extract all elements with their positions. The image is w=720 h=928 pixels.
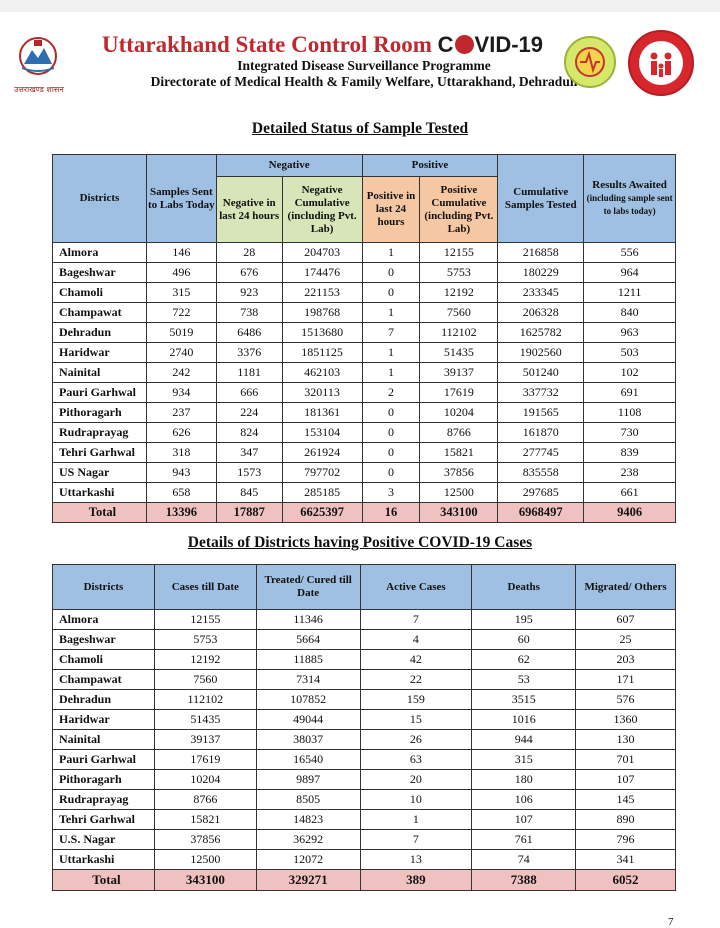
district-name: Pauri Garhwal — [53, 750, 155, 770]
table-cell: 1625782 — [498, 323, 584, 343]
header-samples-today: Samples Sent to Labs Today — [146, 155, 216, 243]
table-cell: 242 — [146, 363, 216, 383]
table-cell: 923 — [216, 283, 282, 303]
table-cell: 576 — [576, 690, 676, 710]
table-cell: 159 — [360, 690, 472, 710]
table-cell: 15821 — [420, 443, 498, 463]
table-cell: 11885 — [256, 650, 360, 670]
table-cell: 62 — [472, 650, 576, 670]
table-cell: 320113 — [282, 383, 362, 403]
table-cell: 1 — [362, 343, 420, 363]
table-cell: 216858 — [498, 243, 584, 263]
table-cell: 146 — [146, 243, 216, 263]
table-cell: 5664 — [256, 630, 360, 650]
table-cell: 462103 — [282, 363, 362, 383]
table-cell: 15821 — [154, 810, 256, 830]
table-cell: 112102 — [154, 690, 256, 710]
district-name: Pithoragarh — [53, 770, 155, 790]
table-cell: 964 — [584, 263, 676, 283]
table-cell: 3376 — [216, 343, 282, 363]
table-cell: 1 — [362, 243, 420, 263]
page-number: 7 — [668, 916, 674, 928]
table-cell: 74 — [472, 850, 576, 870]
table-cell: 315 — [146, 283, 216, 303]
table-cell: 106 — [472, 790, 576, 810]
table1-title: Detailed Status of Sample Tested — [251, 120, 469, 137]
table-cell: 1211 — [584, 283, 676, 303]
positive-cases-table — [52, 564, 676, 891]
logo-caption: उत्तराखण्ड शासन — [14, 85, 64, 94]
table-row — [53, 810, 676, 830]
table-row — [53, 403, 676, 423]
district-name: Bageshwar — [53, 630, 155, 650]
table-cell: 15 — [360, 710, 472, 730]
table-cell: 7560 — [420, 303, 498, 323]
district-name: Tehri Garhwal — [53, 443, 147, 463]
table-cell: 36292 — [256, 830, 360, 850]
district-name: Dehradun — [53, 323, 147, 343]
district-name: Rudraprayag — [53, 423, 147, 443]
district-name: Chamoli — [53, 650, 155, 670]
table-cell: 1573 — [216, 463, 282, 483]
header-negative-24h: Negative in last 24 hours — [216, 177, 282, 243]
table-cell: 1 — [360, 810, 472, 830]
sample-status-rows — [53, 243, 676, 523]
table-cell: 180 — [472, 770, 576, 790]
column-header: Migrated/ Others — [576, 565, 676, 610]
table-cell: 730 — [584, 423, 676, 443]
table-cell: 10204 — [154, 770, 256, 790]
table2-title: Details of Districts having Positive COVID-19 Cases — [187, 534, 533, 551]
table-cell: 51435 — [420, 343, 498, 363]
table-cell: 1 — [362, 303, 420, 323]
table-cell: 503 — [584, 343, 676, 363]
district-name: Total — [53, 503, 147, 523]
table-cell: 2740 — [146, 343, 216, 363]
title-text: Uttarakhand State Control Room — [102, 32, 432, 57]
district-name: Nainital — [53, 363, 147, 383]
table-cell: 1513680 — [282, 323, 362, 343]
table-row — [53, 263, 676, 283]
district-name: Almora — [53, 610, 155, 630]
header-negative-group: Negative — [216, 155, 362, 177]
table-cell: 224 — [216, 403, 282, 423]
table-row — [53, 670, 676, 690]
table-cell: 0 — [362, 463, 420, 483]
table-cell: 12192 — [154, 650, 256, 670]
top-strip — [0, 0, 720, 12]
table-cell: 329271 — [256, 870, 360, 891]
table-row — [53, 830, 676, 850]
table-cell: 4 — [360, 630, 472, 650]
virus-icon — [455, 35, 474, 54]
table-cell: 2 — [362, 383, 420, 403]
table-cell: 51435 — [154, 710, 256, 730]
page-title — [102, 32, 543, 58]
table-cell: 5019 — [146, 323, 216, 343]
district-name: Uttarkashi — [53, 850, 155, 870]
table-cell: 0 — [362, 443, 420, 463]
column-header: Cases till Date — [154, 565, 256, 610]
table-cell: 130 — [576, 730, 676, 750]
table-cell: 233345 — [498, 283, 584, 303]
table-cell: 738 — [216, 303, 282, 323]
table-row — [53, 710, 676, 730]
table-row — [53, 323, 676, 343]
table-cell: 0 — [362, 283, 420, 303]
table-cell: 7 — [362, 323, 420, 343]
table-cell: 943 — [146, 463, 216, 483]
district-name: Total — [53, 870, 155, 891]
table-cell: 221153 — [282, 283, 362, 303]
district-name: Tehri Garhwal — [53, 810, 155, 830]
table-cell: 1902560 — [498, 343, 584, 363]
table-cell: 6968497 — [498, 503, 584, 523]
header-districts: Districts — [53, 155, 147, 243]
table-cell: 658 — [146, 483, 216, 503]
table-cell: 7314 — [256, 670, 360, 690]
table-cell: 343100 — [420, 503, 498, 523]
district-name: Pauri Garhwal — [53, 383, 147, 403]
table-cell: 7 — [360, 830, 472, 850]
header-positive-group: Positive — [362, 155, 498, 177]
table-cell: 237 — [146, 403, 216, 423]
table-cell: 37856 — [154, 830, 256, 850]
table-row — [53, 650, 676, 670]
subtitle-directorate: Directorate of Medical Health & Family Welfare, Uttarakhand, Dehradun — [150, 74, 578, 89]
idsp-logo-icon — [564, 36, 616, 88]
column-header: Deaths — [472, 565, 576, 610]
district-name: Bageshwar — [53, 263, 147, 283]
table-row — [53, 770, 676, 790]
table-row — [53, 443, 676, 463]
table-cell: 666 — [216, 383, 282, 403]
table-cell: 191565 — [498, 403, 584, 423]
table-cell: 839 — [584, 443, 676, 463]
table-cell: 701 — [576, 750, 676, 770]
table-cell: 297685 — [498, 483, 584, 503]
table-row — [53, 850, 676, 870]
header-cumulative-samples: Cumulative Samples Tested — [498, 155, 584, 243]
table-cell: 11346 — [256, 610, 360, 630]
table-cell: 63 — [360, 750, 472, 770]
district-name: U.S. Nagar — [53, 830, 155, 850]
table-cell: 107 — [472, 810, 576, 830]
table-cell: 845 — [216, 483, 282, 503]
header-results-awaited: Results Awaited (including sample sent to labs today) — [584, 155, 676, 243]
table-row — [53, 363, 676, 383]
header-positive-cumulative: Positive Cumulative (including Pvt. Lab) — [420, 177, 498, 243]
table-cell: 161870 — [498, 423, 584, 443]
table-cell: 12500 — [420, 483, 498, 503]
table-row — [53, 383, 676, 403]
table-cell: 195 — [472, 610, 576, 630]
district-name: Rudraprayag — [53, 790, 155, 810]
table-cell: 315 — [472, 750, 576, 770]
table-cell: 16540 — [256, 750, 360, 770]
table-cell: 26 — [360, 730, 472, 750]
header-negative-cumulative: Negative Cumulative (including Pvt. Lab) — [282, 177, 362, 243]
table-cell: 0 — [362, 403, 420, 423]
table-cell: 7560 — [154, 670, 256, 690]
table-cell: 341 — [576, 850, 676, 870]
column-header: Active Cases — [360, 565, 472, 610]
page-header — [0, 12, 720, 120]
table-cell: 3515 — [472, 690, 576, 710]
district-name: Pithoragarh — [53, 403, 147, 423]
table-cell: 198768 — [282, 303, 362, 323]
sample-status-table — [52, 154, 676, 523]
district-name: Almora — [53, 243, 147, 263]
table-cell: 112102 — [420, 323, 498, 343]
district-name: Champawat — [53, 303, 147, 323]
district-name: Uttarkashi — [53, 483, 147, 503]
table-cell: 203 — [576, 650, 676, 670]
table-cell: 496 — [146, 263, 216, 283]
table-cell: 181361 — [282, 403, 362, 423]
table-cell: 963 — [584, 323, 676, 343]
table-cell: 1016 — [472, 710, 576, 730]
total-row — [53, 870, 676, 891]
table-cell: 797702 — [282, 463, 362, 483]
table-cell: 153104 — [282, 423, 362, 443]
table-cell: 8766 — [154, 790, 256, 810]
subtitle-programme: Integrated Disease Surveillance Programme — [237, 58, 491, 73]
table-cell: 337732 — [498, 383, 584, 403]
table-cell: 17619 — [154, 750, 256, 770]
table-cell: 934 — [146, 383, 216, 403]
district-name: US Nagar — [53, 463, 147, 483]
table-cell: 37856 — [420, 463, 498, 483]
table-cell: 10 — [360, 790, 472, 810]
table-row — [53, 630, 676, 650]
table-cell: 761 — [472, 830, 576, 850]
table-cell: 796 — [576, 830, 676, 850]
table-cell: 626 — [146, 423, 216, 443]
table-cell: 3 — [362, 483, 420, 503]
table-cell: 277745 — [498, 443, 584, 463]
table-cell: 9406 — [584, 503, 676, 523]
table-cell: 14823 — [256, 810, 360, 830]
table-row — [53, 343, 676, 363]
table-cell: 39137 — [420, 363, 498, 383]
table-cell: 1108 — [584, 403, 676, 423]
column-header: Districts — [53, 565, 155, 610]
table-cell: 60 — [472, 630, 576, 650]
district-name: Haridwar — [53, 343, 147, 363]
table-row — [53, 463, 676, 483]
table-row — [53, 483, 676, 503]
table-cell: 676 — [216, 263, 282, 283]
district-name: Dehradun — [53, 690, 155, 710]
table-cell: 238 — [584, 463, 676, 483]
total-row — [53, 503, 676, 523]
table-cell: 16 — [362, 503, 420, 523]
table-cell: 22 — [360, 670, 472, 690]
district-name: Chamoli — [53, 283, 147, 303]
table-cell: 0 — [362, 263, 420, 283]
table-cell: 1360 — [576, 710, 676, 730]
table-cell: 13396 — [146, 503, 216, 523]
table-cell: 261924 — [282, 443, 362, 463]
table-cell: 890 — [576, 810, 676, 830]
table-cell: 722 — [146, 303, 216, 323]
table-cell: 661 — [584, 483, 676, 503]
table-cell: 7 — [360, 610, 472, 630]
table-cell: 13 — [360, 850, 472, 870]
table-cell: 944 — [472, 730, 576, 750]
table-cell: 8505 — [256, 790, 360, 810]
table-cell: 38037 — [256, 730, 360, 750]
table-cell: 174476 — [282, 263, 362, 283]
table-cell: 107 — [576, 770, 676, 790]
table-row — [53, 243, 676, 263]
table-cell: 1 — [362, 363, 420, 383]
table-cell: 5753 — [420, 263, 498, 283]
table-cell: 107852 — [256, 690, 360, 710]
table-cell: 389 — [360, 870, 472, 891]
table-row — [53, 610, 676, 630]
table-cell: 5753 — [154, 630, 256, 650]
table-cell: 501240 — [498, 363, 584, 383]
table-cell: 17887 — [216, 503, 282, 523]
table-row — [53, 730, 676, 750]
table-cell: 691 — [584, 383, 676, 403]
table-cell: 171 — [576, 670, 676, 690]
district-name: Champawat — [53, 670, 155, 690]
table-cell: 145 — [576, 790, 676, 810]
table-cell: 1181 — [216, 363, 282, 383]
table-row — [53, 790, 676, 810]
covid-logo: C VID-19 — [437, 32, 544, 57]
table-cell: 17619 — [420, 383, 498, 403]
table-row — [53, 303, 676, 323]
table-cell: 0 — [362, 423, 420, 443]
table-cell: 12072 — [256, 850, 360, 870]
column-header: Treated/ Cured till Date — [256, 565, 360, 610]
table-cell: 8766 — [420, 423, 498, 443]
table-cell: 25 — [576, 630, 676, 650]
table-cell: 7388 — [472, 870, 576, 891]
table-cell: 835558 — [498, 463, 584, 483]
header-positive-24h: Positive in last 24 hours — [362, 177, 420, 243]
table-row — [53, 283, 676, 303]
table-cell: 824 — [216, 423, 282, 443]
table-cell: 204703 — [282, 243, 362, 263]
table-cell: 206328 — [498, 303, 584, 323]
table-cell: 556 — [584, 243, 676, 263]
table-cell: 9897 — [256, 770, 360, 790]
district-name: Haridwar — [53, 710, 155, 730]
nhm-logo-icon — [628, 30, 694, 96]
table-cell: 318 — [146, 443, 216, 463]
table-row — [53, 750, 676, 770]
table-cell: 102 — [584, 363, 676, 383]
table-cell: 53 — [472, 670, 576, 690]
table-cell: 840 — [584, 303, 676, 323]
table-cell: 12155 — [420, 243, 498, 263]
table-cell: 347 — [216, 443, 282, 463]
table-cell: 12192 — [420, 283, 498, 303]
table-cell: 20 — [360, 770, 472, 790]
table-cell: 6052 — [576, 870, 676, 891]
table-cell: 39137 — [154, 730, 256, 750]
table-cell: 607 — [576, 610, 676, 630]
district-name: Nainital — [53, 730, 155, 750]
table-cell: 180229 — [498, 263, 584, 283]
table-cell: 42 — [360, 650, 472, 670]
header-row — [53, 565, 676, 610]
table-cell: 49044 — [256, 710, 360, 730]
table-cell: 1851125 — [282, 343, 362, 363]
table-cell: 28 — [216, 243, 282, 263]
table-row — [53, 423, 676, 443]
table-row — [53, 690, 676, 710]
table-cell: 285185 — [282, 483, 362, 503]
table-cell: 12155 — [154, 610, 256, 630]
positive-cases-rows — [53, 610, 676, 891]
table-cell: 10204 — [420, 403, 498, 423]
table-cell: 6486 — [216, 323, 282, 343]
table-cell: 6625397 — [282, 503, 362, 523]
table-cell: 343100 — [154, 870, 256, 891]
table-cell: 12500 — [154, 850, 256, 870]
